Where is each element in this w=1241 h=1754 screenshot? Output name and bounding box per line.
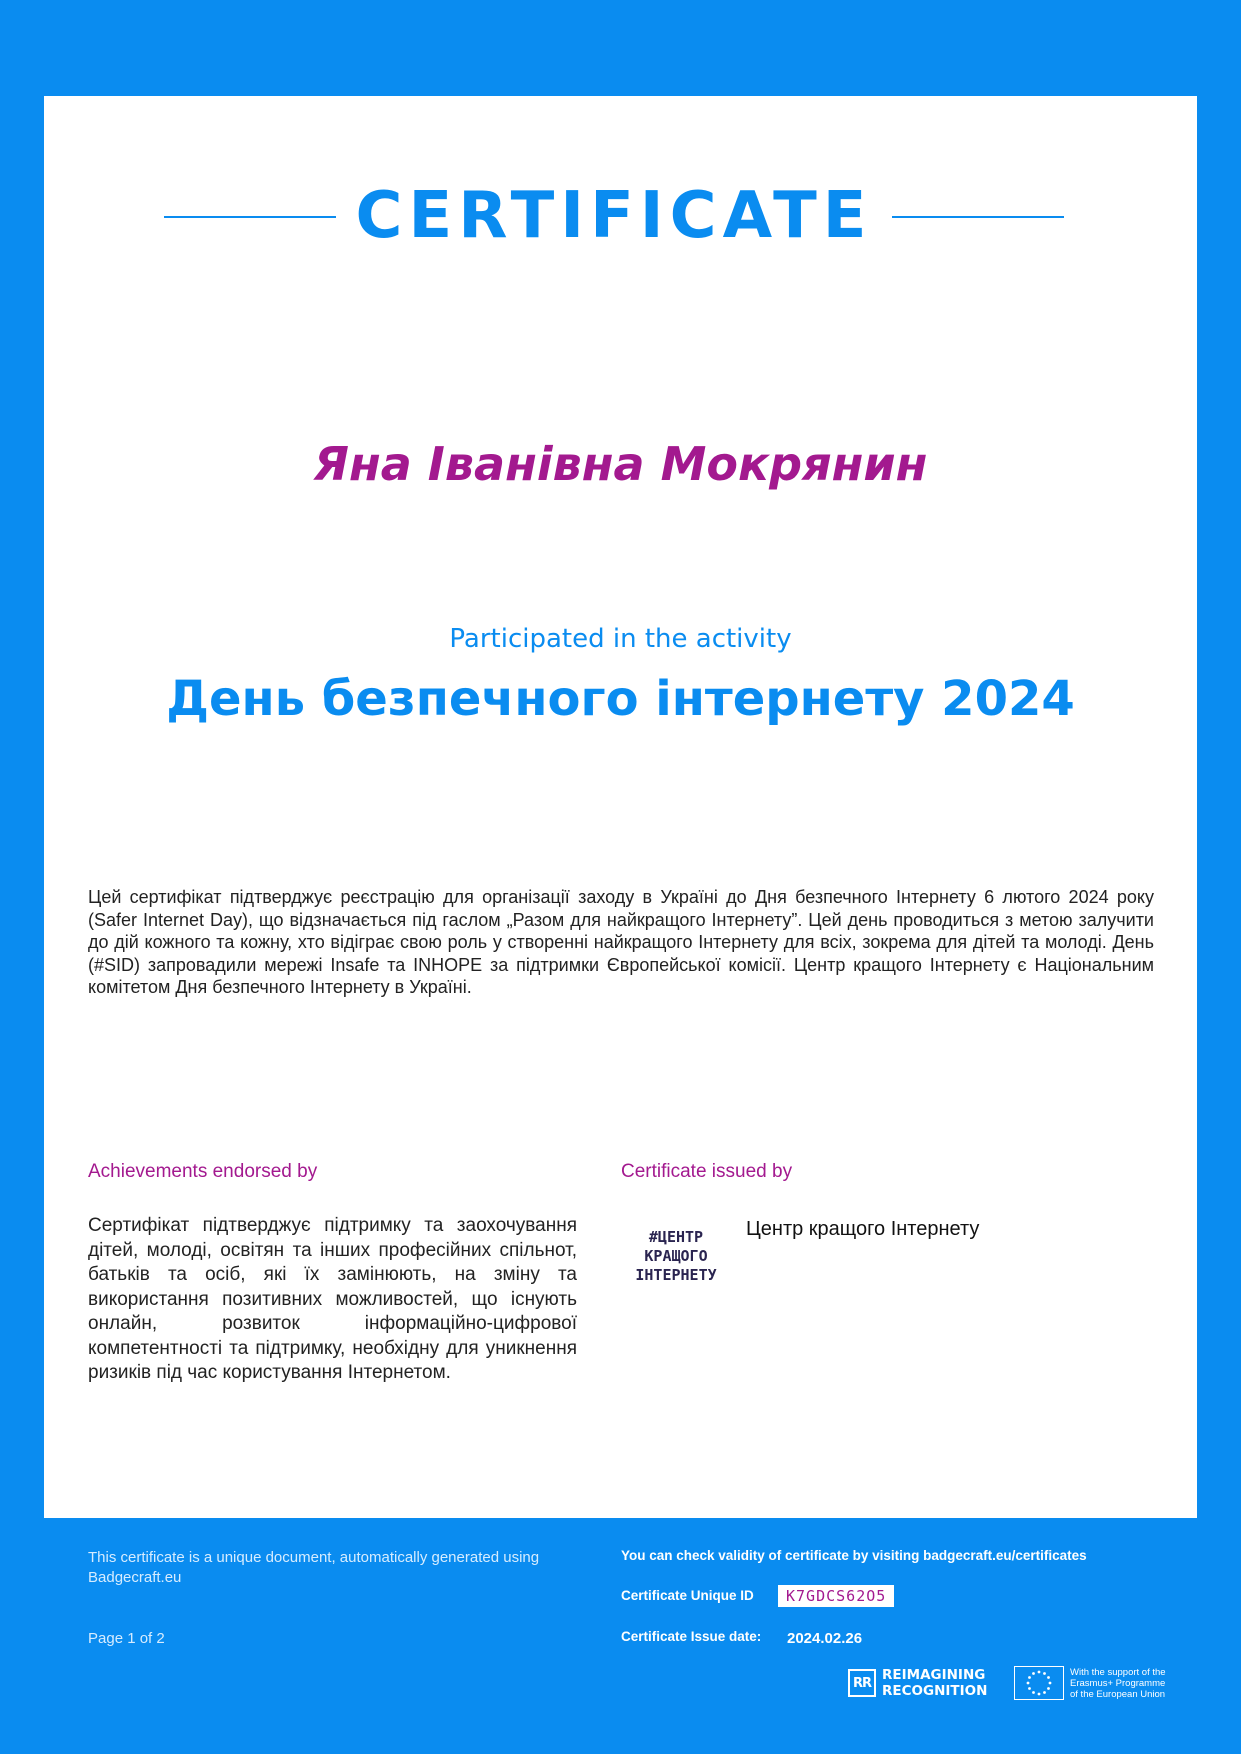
eu-text-line: Erasmus+ Programme xyxy=(1070,1677,1166,1689)
participated-label: Participated in the activity xyxy=(449,624,792,654)
issuer-name: Центр кращого Інтернету xyxy=(746,1218,980,1240)
rr-logo-text xyxy=(882,1667,987,1699)
issued-heading: Certificate issued by xyxy=(621,1161,793,1182)
title-divider-left xyxy=(164,216,336,218)
endorsed-text: Сертифікат підтверджує підтримку та заохочування дітей, молоді, освітян та інших професійних спільнот, батьків та осіб, які їх замінюють, на зміну та використання позитивних можливостей, що існують онлайн, розвиток інформаційно-цифрової компетентності та підтримку, необхідну для уникнення ризиків під час користування Інтернетом. xyxy=(88,1215,577,1383)
eu-text-line: of the European Union xyxy=(1070,1688,1166,1700)
issuer-logo-line: ІНТЕРНЕТУ xyxy=(635,1266,717,1284)
footer-note: This certificate is a unique document, automatically generated using Badgecraft.eu xyxy=(88,1549,540,1586)
eu-support-text xyxy=(1070,1667,1166,1700)
issuer-logo-line: #ЦЕНТР xyxy=(648,1228,704,1246)
certificate-description: Цей сертифікат підтверджує реєстрацію для організації заходу в Україні до Дня безпечного Інтернету 6 лютого 2024 року (Safer Internet Day), що відзначається під гаслом „Разом для найкращого Інтернету”. Цей день проводиться з метою залучити до дій кожного та кожну, хто відіграє свою роль у створенні найкращого Інтернету для всіх, зокрема для дітей та молоді. День (#SID) запровадили мережі Insafe та INHOPE за підтримки Європейської комісії. Центр кращого Інтернету є Національним комітетом Дня безпечного Інтернету в Україні. xyxy=(88,887,1154,997)
rr-logo-line: REIMAGINING xyxy=(882,1667,986,1683)
activity-name: День безпечного інтернету 2024 xyxy=(166,671,1075,727)
eu-erasmus-logo xyxy=(1014,1665,1166,1701)
issuer-logo-line: КРАЩОГО xyxy=(644,1247,708,1265)
page-number: Page 1 of 2 xyxy=(88,1630,165,1647)
endorsed-heading: Achievements endorsed by xyxy=(88,1161,318,1182)
eu-flag-icon xyxy=(1014,1666,1064,1700)
issue-date-value: 2024.02.26 xyxy=(787,1630,863,1647)
reimagining-recognition-logo xyxy=(848,1665,987,1701)
uid-value: K7GDCS62O5 xyxy=(778,1585,894,1607)
issue-date-label: Certificate Issue date: xyxy=(621,1629,762,1644)
title-divider-right xyxy=(892,216,1064,218)
rr-logo-line: RECOGNITION xyxy=(882,1683,988,1699)
recipient-name: Яна Іванівна Мокрянин xyxy=(313,437,928,491)
uid-label: Certificate Unique ID xyxy=(621,1588,754,1603)
issuer-logo xyxy=(621,1228,731,1288)
certificate-card xyxy=(44,96,1197,1518)
rr-mark-icon: RR xyxy=(848,1669,876,1697)
eu-text-line: With the support of the xyxy=(1070,1666,1166,1678)
certificate-title: CERTIFICATE xyxy=(355,179,873,253)
validity-link-text[interactable]: You can check validity of certificate by visiting badgecraft.eu/certificates xyxy=(621,1548,1087,1563)
